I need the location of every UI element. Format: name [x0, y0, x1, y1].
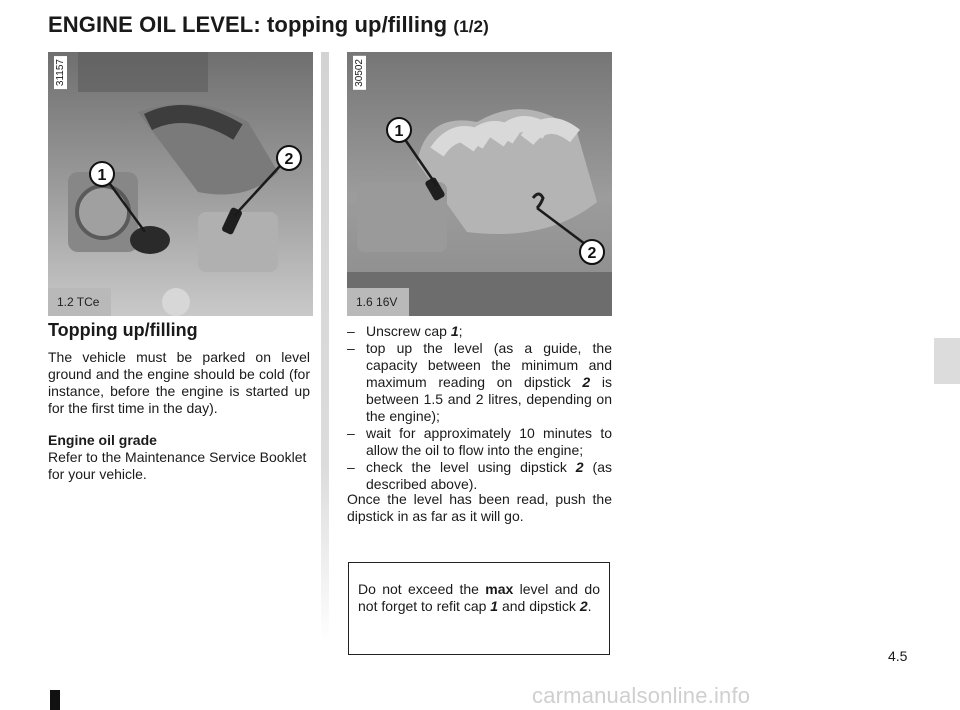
callout-2-label: 2: [284, 151, 294, 168]
step-item: [347, 323, 612, 340]
step-dash: –: [347, 340, 355, 356]
part-ref: 2: [579, 598, 588, 614]
page-number: 4.5: [888, 648, 908, 664]
step-text: ;: [458, 323, 463, 339]
intro-paragraph: The vehicle must be parked on level ground and the engine should be cold (for instance, before the engine is started up for the first time in the day).: [48, 349, 310, 416]
page-part-indicator: (1/2): [453, 17, 489, 36]
step-dash: –: [347, 459, 355, 475]
engine-photo-1-2-tce: [48, 52, 313, 316]
step-text: Unscrew cap: [366, 323, 451, 339]
warning-text: Do not exceed the: [358, 581, 486, 597]
engine-illustration: [347, 52, 612, 316]
section-tab-marker: [934, 338, 960, 384]
figure-code: 30502: [353, 56, 366, 90]
oil-grade-text: Refer to the Maintenance Service Booklet for your vehicle.: [48, 449, 307, 482]
step-item: [347, 340, 612, 425]
warning-text: and dipstick: [498, 598, 580, 614]
step-dash: –: [347, 323, 355, 339]
step-text: is between 1.5 and 2 litres, depending on the engine);: [366, 374, 613, 424]
closing-paragraph: Once the level has been read, push the dipstick in as far as it will go.: [347, 491, 612, 524]
part-ref: 2: [582, 374, 591, 390]
step-text: top up the level (as a guide, the capacity between the minimum and maximum reading on dipstick: [366, 340, 612, 390]
engine-illustration: [48, 52, 313, 316]
step-text: wait for approximately 10 minutes to allow the oil to flow into the engine;: [366, 425, 612, 458]
callout-1-label: 1: [97, 167, 107, 184]
engine-photo-1-6-16v: [347, 52, 612, 316]
procedure-steps: [347, 323, 612, 493]
step-text: (as described above).: [366, 459, 612, 492]
step-text: check the level using dipstick: [366, 459, 576, 475]
figure-code: 31157: [54, 56, 67, 89]
column-divider: [321, 52, 329, 644]
page-title: [48, 12, 489, 38]
oil-grade-title: Engine oil grade: [48, 432, 157, 448]
step-dash: –: [347, 425, 355, 441]
callout-2-label: 2: [587, 245, 597, 262]
max-keyword: max: [485, 581, 514, 597]
oil-grade-paragraph: [48, 432, 310, 483]
part-ref: 1: [450, 323, 459, 339]
part-ref: 2: [575, 459, 584, 475]
warning-text: level and do not forget to refit cap: [358, 581, 600, 614]
callout-1-label: 1: [394, 123, 404, 140]
engine-type-label: 1.6 16V: [347, 288, 409, 316]
engine-type-label: 1.2 TCe: [48, 288, 111, 316]
warning-text: .: [587, 598, 592, 614]
section-heading: Topping up/filling: [48, 320, 198, 340]
warning-box: [348, 562, 610, 655]
bottom-margin-mark: [50, 690, 60, 710]
watermark: carmanualsonline.info: [532, 683, 751, 708]
part-ref: 1: [490, 598, 499, 614]
step-item: [347, 425, 612, 459]
step-item: [347, 459, 612, 493]
page-title-text: ENGINE OIL LEVEL: topping up/filling: [48, 12, 448, 37]
